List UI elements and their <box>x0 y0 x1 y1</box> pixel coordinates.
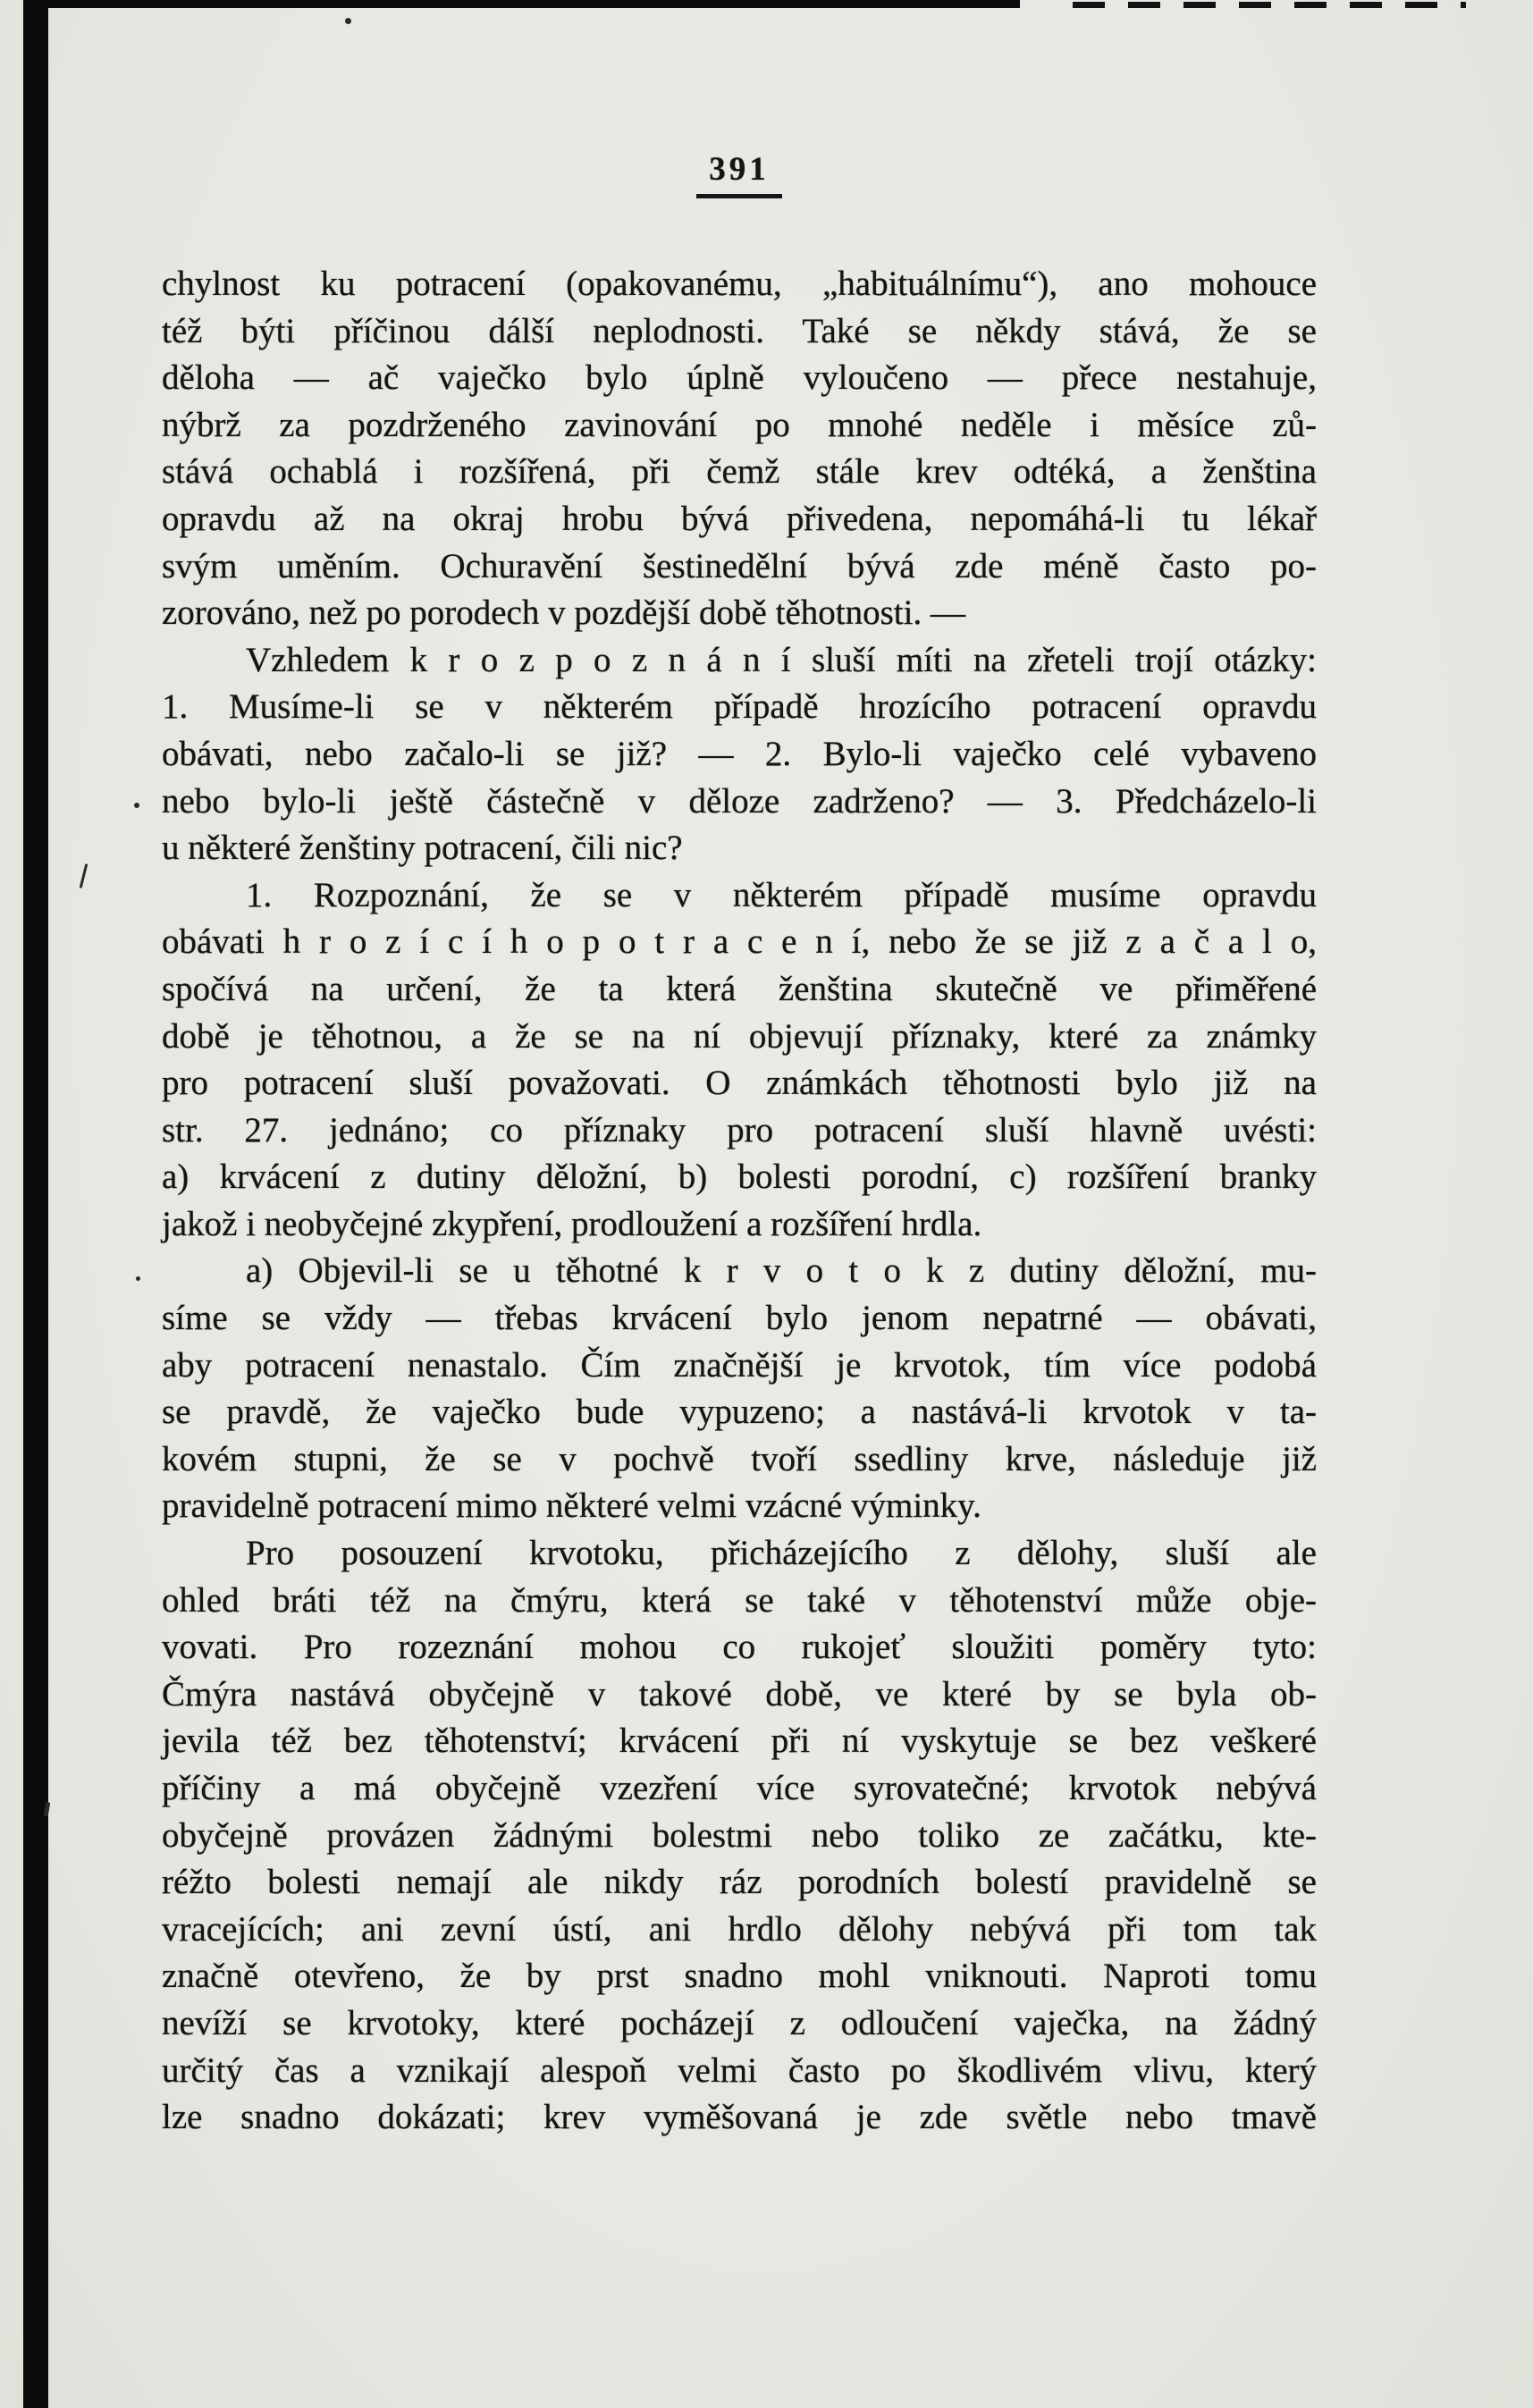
text-line: stává ochablá i rozšířená, při čemž stále krev odtéká, a ženština <box>162 452 1317 492</box>
scan-artifact-dot <box>136 1276 140 1281</box>
text-line: 1. Musíme-li se v některém případě hrozícího potracení opravdu <box>162 687 1317 727</box>
text-line: a) krvácení z dutiny děložní, b) bolesti porodní, c) rozšíření branky <box>162 1158 1317 1197</box>
scan-artifact-mark <box>80 863 88 888</box>
text-line: pravidelně potracení mimo některé velmi vzácné výminky. <box>162 1486 981 1526</box>
text-line: Čmýra nastává obyčejně v takové době, ve které by se byla ob- <box>162 1674 1317 1713</box>
text-line: aby potracení nenastalo. Čím značnější je krvotok, tím více podobá <box>162 1345 1317 1385</box>
text-line: ohled bráti též na čmýru, která se také v těhotenství může obje- <box>162 1580 1317 1620</box>
text-line: opravdu až na okraj hrobu bývá přivedena, nepomáhá-li tu lékař <box>162 499 1317 538</box>
text-line: a) Objevil-li se u těhotné k r v o t o k z dutiny děložní, mu- <box>246 1251 1317 1291</box>
text-line: nevíží se krvotoky, které pocházejí z odloučení vaječka, na žádný <box>162 2003 1317 2042</box>
text-line: jevila též bez těhotenství; krvácení při ní vyskytuje se bez veškeré <box>162 1722 1317 1761</box>
body-text <box>162 261 1317 2142</box>
text-line: réžto bolesti nemají ale nikdy ráz porodních bolestí pravidelně se <box>162 1863 1317 1902</box>
text-line: kovém stupni, že se v pochvě tvoří ssedliny krve, následuje již <box>162 1439 1317 1478</box>
scan-artifact-dot <box>345 18 351 24</box>
text-line: svým uměním. Ochuravění šestinedělní bývá zde méně často po- <box>162 546 1317 585</box>
text-line: str. 27. jednáno; co příznaky pro potracení sluší hlavně uvésti: <box>162 1110 1317 1149</box>
text-line: 1. Rozpoznání, že se v některém případě musíme opravdu <box>246 875 1317 914</box>
scan-edge-dashes <box>1073 2 1466 8</box>
page-header <box>162 150 1317 198</box>
text-line: vracejících; ani zevní ústí, ani hrdlo dělohy nebývá při tom tak <box>162 1909 1317 1949</box>
text-line: chylnost ku potracení (opakovanému, „habituálnímu“), ano mohouce <box>162 265 1317 303</box>
text-line: zorováno, než po porodech v pozdější době těhotnosti. — <box>162 594 965 633</box>
text-line: vovati. Pro rozeznání mohou co rukojeť sloužiti poměry tyto: <box>162 1628 1317 1667</box>
text-line: obávati, nebo začalo-li se již? — 2. Bylo-li vaječko celé vybaveno <box>162 734 1317 773</box>
text-line: spočívá na určení, že ta která ženština skutečně ve přiměřené <box>162 969 1317 1008</box>
text-line: též býti příčinou dálší neplodnosti. Také se někdy stává, že se <box>162 311 1317 350</box>
text-line: děloha — ač vaječko bylo úplně vyloučeno — přece nestahuje, <box>162 358 1317 398</box>
text-line: Vzhledem k r o z p o z n á n í sluší míti na zřeteli trojí otázky: <box>246 640 1317 679</box>
scan-edge-top <box>23 0 1020 8</box>
text-line: jakož i neobyčejné zkypření, prodloužení a rozšíření hrdla. <box>162 1204 982 1243</box>
text-line: u některé ženštiny potracení, čili nic? <box>162 829 683 868</box>
text-line: nebo bylo-li ještě částečně v děloze zadrženo? — 3. Předcházelo-li <box>162 781 1317 821</box>
text-line: značně otevřeno, že by prst snadno mohl vniknouti. Naproti tomu <box>162 1957 1317 1996</box>
text-line: době je těhotnou, a že se na ní objevují příznaky, které za známky <box>162 1016 1317 1056</box>
text-line: pro potracení sluší považovati. O známkách těhotnosti bylo již na <box>162 1064 1317 1103</box>
text-line: obávati h r o z í c í h o p o t r a c e n í, nebo že se již z a č a l o, <box>162 922 1317 962</box>
page-number: 391 <box>696 150 782 198</box>
text-line: nýbrž za pozdrženého zavinování po mnohé neděle i měsíce zů- <box>162 405 1317 444</box>
text-line: příčiny a má obyčejně vzezření více syrovatečné; krvotok nebývá <box>162 1769 1317 1807</box>
text-line: lze snadno dokázati; krev vyměšovaná je zde světle nebo tmavě <box>162 2098 1317 2137</box>
text-line: určitý čas a vznikají alespoň velmi často po škodlivém vlivu, který <box>162 2050 1317 2090</box>
scan-artifact-dot <box>134 803 139 808</box>
text-line: obyčejně provázen žádnými bolestmi nebo toliko ze začátku, kte- <box>162 1815 1317 1855</box>
text-line: síme se vždy — třebas krvácení bylo jenom nepatrné — obávati, <box>162 1299 1317 1338</box>
text-line: se pravdě, že vaječko bude vypuzeno; a nastává-li krvotok v ta- <box>162 1393 1317 1432</box>
scan-edge-left <box>23 0 48 2408</box>
text-line: Pro posouzení krvotoku, přicházejícího z dělohy, sluší ale <box>246 1534 1317 1573</box>
